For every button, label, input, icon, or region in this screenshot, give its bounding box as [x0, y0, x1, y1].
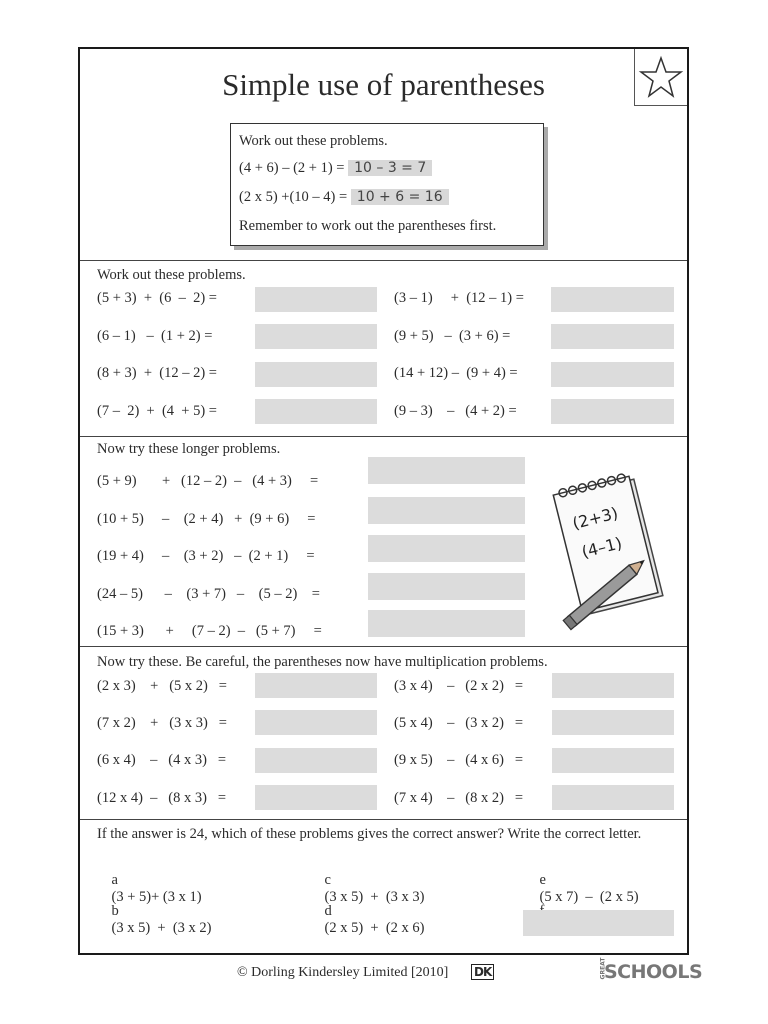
answer-box[interactable]: [255, 748, 377, 773]
option-letter: b: [111, 903, 119, 919]
problem: (5 x 4) – (3 x 2) =: [394, 715, 523, 731]
answer-box[interactable]: [551, 399, 674, 424]
answer-box[interactable]: [368, 535, 525, 562]
answer-box[interactable]: [523, 910, 674, 936]
problem: (7 x 4) – (8 x 2) =: [394, 790, 523, 806]
example-intro: Work out these problems.: [239, 133, 388, 149]
example-problem: (2 x 5) +(10 – 4) =: [239, 189, 348, 205]
section-divider: [80, 436, 687, 437]
section-divider: [80, 646, 687, 647]
problem: (9 x 5) – (4 x 6) =: [394, 752, 523, 768]
example-answer: 10 – 3 = 7: [348, 160, 432, 176]
problem: (5 + 9) + (12 – 2) – (4 + 3) =: [97, 473, 319, 489]
answer-box[interactable]: [368, 457, 525, 484]
problem: (3 – 1) + (12 – 1) =: [394, 290, 524, 306]
example-row: [239, 160, 432, 177]
problem: (7 – 2) + (4 + 5) =: [97, 403, 217, 419]
option-text: (2 x 5) + (2 x 6): [324, 920, 425, 936]
answer-box[interactable]: [551, 362, 674, 387]
answer-box[interactable]: [368, 497, 525, 524]
example-note: Remember to work out the parentheses first.: [239, 218, 497, 234]
section1-instruction: Work out these problems.: [97, 267, 246, 283]
option-text: (3 x 5) + (3 x 2): [111, 920, 212, 936]
section4-instruction: If the answer is 24, which of these problems gives the correct answer? Write the correct letter.: [97, 826, 642, 842]
option-letter: d: [324, 903, 332, 919]
problem: (2 x 3) + (5 x 2) =: [97, 678, 227, 694]
problem: (6 – 1) – (1 + 2) =: [97, 328, 213, 344]
answer-box[interactable]: [551, 324, 674, 349]
problem: (9 + 5) – (3 + 6) =: [394, 328, 511, 344]
notepad-text: (4–1): [579, 533, 624, 562]
dk-logo: DK: [471, 964, 494, 980]
problem: (6 x 4) – (4 x 3) =: [97, 752, 226, 768]
problem: (5 + 3) + (6 – 2) =: [97, 290, 217, 306]
answer-box[interactable]: [368, 610, 525, 637]
answer-box[interactable]: [255, 399, 377, 424]
problem: (24 – 5) – (3 + 7) – (5 – 2) =: [97, 586, 320, 602]
section-divider: [80, 819, 687, 820]
answer-box[interactable]: [255, 785, 377, 810]
problem: (19 + 4) – (3 + 2) – (2 + 1) =: [97, 548, 315, 564]
answer-box[interactable]: [255, 710, 377, 735]
answer-box[interactable]: [552, 748, 674, 773]
answer-box[interactable]: [255, 362, 377, 387]
answer-box[interactable]: [255, 673, 377, 698]
answer-box[interactable]: [551, 287, 674, 312]
star-icon: [634, 49, 687, 106]
option-text: (3 x 5) + (3 x 3): [324, 889, 425, 905]
section2-instruction: Now try these longer problems.: [97, 441, 281, 457]
option-letter: a: [111, 872, 118, 888]
answer-box[interactable]: [368, 573, 525, 600]
problem: (7 x 2) + (3 x 3) =: [97, 715, 227, 731]
notepad-pencil-icon: [550, 469, 670, 634]
problem: (9 – 3) – (4 + 2) =: [394, 403, 517, 419]
problem: (12 x 4) – (8 x 3) =: [97, 790, 226, 806]
problem: (14 + 12) – (9 + 4) =: [394, 365, 518, 381]
option-b: [97, 886, 212, 954]
answer-box[interactable]: [552, 673, 674, 698]
example-box: [230, 123, 544, 246]
option-text: (3 + 5)+ (3 x 1): [111, 889, 202, 905]
answer-box[interactable]: [255, 287, 377, 312]
example-row: [239, 189, 449, 206]
problem: (3 x 4) – (2 x 2) =: [394, 678, 523, 694]
section-divider: [80, 260, 687, 261]
section3-instruction: Now try these. Be careful, the parentheses now have multiplication problems.: [97, 654, 548, 670]
problem: (10 + 5) – (2 + 4) + (9 + 6) =: [97, 511, 316, 527]
answer-box[interactable]: [255, 324, 377, 349]
answer-box[interactable]: [552, 710, 674, 735]
worksheet-page: [78, 47, 689, 955]
example-answer: 10 + 6 = 16: [351, 189, 449, 205]
problem: (15 + 3) + (7 – 2) – (5 + 7) =: [97, 623, 322, 639]
example-problem: (4 + 6) – (2 + 1) =: [239, 160, 345, 176]
copyright-text: © Dorling Kindersley Limited [2010]: [237, 965, 449, 980]
notepad-text: (2+3): [570, 503, 620, 533]
page-title: Simple use of parentheses: [222, 67, 545, 102]
brand-small: GREAT: [599, 957, 607, 980]
option-letter: c: [324, 872, 331, 888]
option-letter: e: [539, 872, 546, 888]
option-text: (5 x 7) – (2 x 5): [539, 889, 639, 905]
answer-box[interactable]: [552, 785, 674, 810]
option-d: [310, 886, 425, 954]
schools-logo: SCHOOLS: [604, 961, 703, 983]
problem: (8 + 3) + (12 – 2) =: [97, 365, 217, 381]
